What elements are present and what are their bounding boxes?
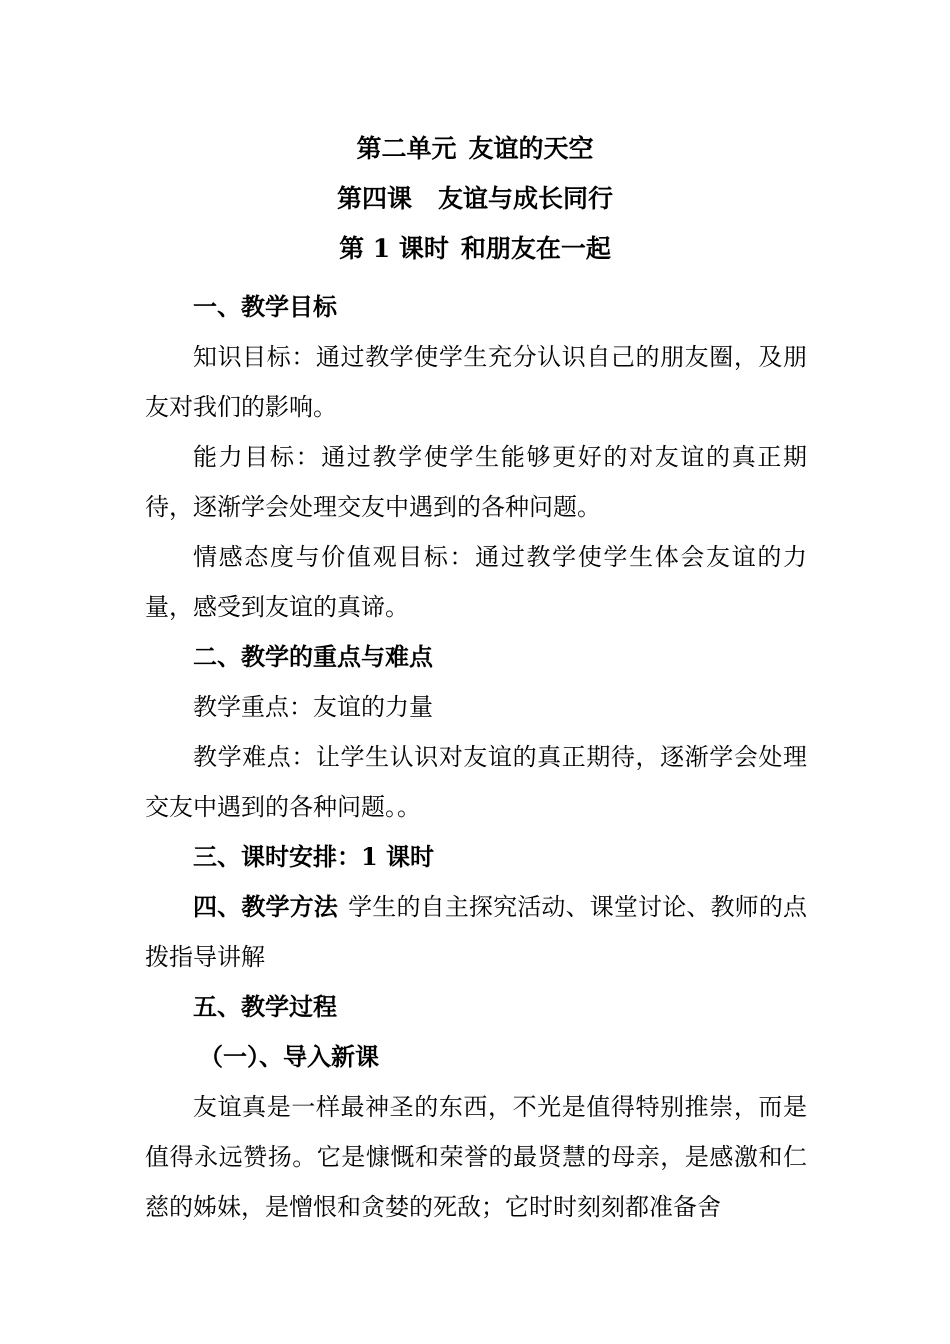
section-heading-method: 四、教学方法 xyxy=(193,892,338,921)
period-title-name: 和朋友在一起 xyxy=(460,234,611,263)
unit-title-name: 友谊的天空 xyxy=(468,134,594,163)
section-heading-key-points: 二、教学的重点与难点 xyxy=(193,642,433,671)
paragraph-key-point: 教学重点：友谊的力量 xyxy=(193,693,433,721)
period-title xyxy=(0,234,950,264)
section-heading-process: 五、教学过程 xyxy=(193,992,337,1021)
subsection-heading-introduction: （一）、导入新课 xyxy=(199,1042,379,1071)
paragraph-difficult-point: 教学难点：让学生认识对友谊的真正期待，逐渐学会处理交友中遇到的各种问题。。 xyxy=(145,743,807,821)
unit-title-number: 第二单元 xyxy=(356,134,457,163)
paragraph-knowledge-objective: 知识目标：通过教学使学生充分认识自己的朋友圈，及朋友对我们的影响。 xyxy=(145,343,807,421)
lesson-title xyxy=(0,184,950,214)
document-body xyxy=(145,282,807,1232)
paragraph-ability-objective: 能力目标：通过教学使学生能够更好的对友谊的真正期待，逐渐学会处理交友中遇到的各种问题。 xyxy=(145,443,807,521)
paragraph-introduction: 友谊真是一样最神圣的东西，不光是值得特别推崇，而是值得永远赞扬。它是慷慨和荣誉的最贤慧的母亲，是感激和仁慈的姊妹，是憎恨和贪婪的死敌；它时时刻刻都准备舍 xyxy=(145,1093,807,1221)
paragraph-teaching-method xyxy=(145,882,807,982)
lesson-title-number: 第四课 xyxy=(336,184,412,213)
unit-title xyxy=(0,134,950,164)
period-title-number: 第 1 课时 xyxy=(339,234,449,263)
section-heading-schedule: 三、课时安排：1 课时 xyxy=(193,842,435,871)
lesson-title-name: 友谊与成长同行 xyxy=(438,184,614,213)
teaching-method-text: 学生的自主探究活动、课堂讨论、教师的点拨指导讲解 xyxy=(145,893,808,971)
paragraph-emotion-objective: 情感态度与价值观目标：通过教学使学生体会友谊的力量，感受到友谊的真谛。 xyxy=(145,543,807,621)
section-heading-objectives: 一、教学目标 xyxy=(193,292,337,321)
